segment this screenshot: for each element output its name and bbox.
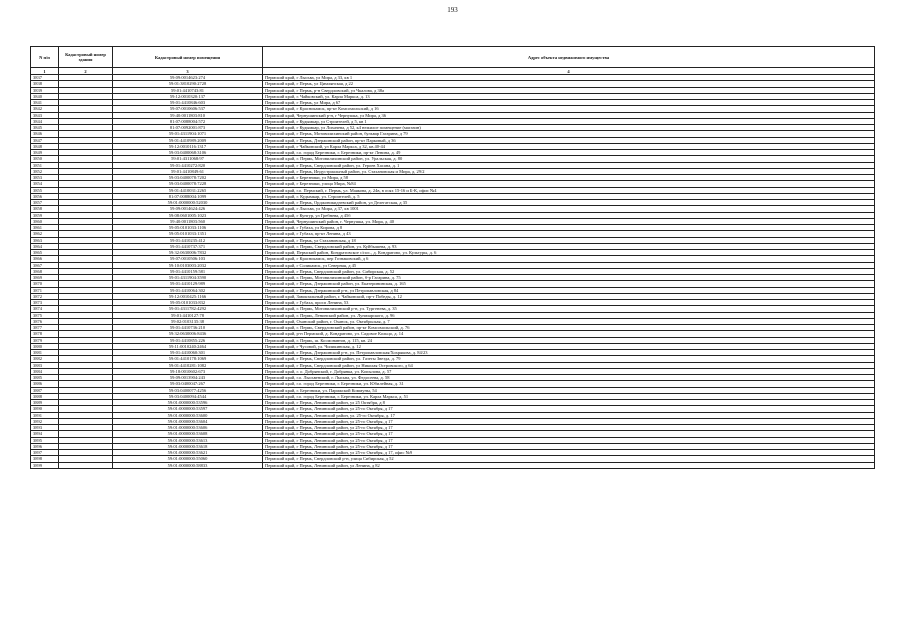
address-cell: Пермский край, г Пермь, Индустриальный район, ул. Стахановская и Мира, д. 29/2 [263, 168, 875, 174]
premises-cadastral-cell: 59:02:0103135:38 [113, 318, 263, 324]
address-cell: Пермский край, г Пермь, Ленинский район, ул 25 Октября, д 8 [263, 400, 875, 406]
address-cell: Пермский край, г Березники, улица Мира, №84 [263, 181, 875, 187]
row-number-cell: 3870 [31, 281, 59, 287]
premises-cadastral-cell: 59:01:4410235:412 [113, 237, 263, 243]
row-number-cell: 3897 [31, 450, 59, 456]
address-cell: Пермский край, г Пермь, ул Мира, д 67 [263, 100, 875, 106]
row-number-cell: 3883 [31, 362, 59, 368]
premises-cadastral-cell: 59:01:4410846:603 [113, 100, 263, 106]
premises-cadastral-cell: 59:03:0400068:3106 [113, 150, 263, 156]
page-number: 193 [447, 6, 458, 14]
premises-cadastral-cell: 59:09:0014623:274 [113, 75, 263, 81]
address-cell: Пермский край, г.о. город Березники, г. Березники, пр-кт Ленина, д. 49 [263, 150, 875, 156]
header-premises-cadastral: Кадастровый номер помещения [113, 47, 263, 68]
premises-cadastral-cell: 59:09:0014624:426 [113, 206, 263, 212]
premises-cadastral-cell: 59:09:0013904:243 [113, 375, 263, 381]
row-number-cell: 3890 [31, 406, 59, 412]
table-row [31, 462, 875, 468]
address-cell: Пермский край, г Пермь, Ленинский район, ул 25-го Октября, д 17 [263, 406, 875, 412]
premises-cadastral-cell: 59:01:4410855:226 [113, 337, 263, 343]
premises-cadastral-cell: 59:01:0000000:58833 [113, 462, 263, 468]
row-number-cell: 3888 [31, 393, 59, 399]
row-number-cell: 3867 [31, 262, 59, 268]
address-cell: Пермский край, Завокзальный район, г. Чайковский, пр-т Победы, д. 12 [263, 293, 875, 299]
row-number-cell: 3898 [31, 456, 59, 462]
address-cell: Пермский край, г Чайковский, ул Карла Маркса, д 32, кв.40-44 [263, 143, 875, 149]
row-number-cell: 3868 [31, 268, 59, 274]
address-cell: Пермский край, г.о. Пермский, г. Пермь, ул. Маякова, д. 24в, в осях 15-16 и Б-К, офис №4 [263, 187, 875, 193]
premises-cadastral-cell: 59:03:0400077:4256 [113, 387, 263, 393]
row-number-cell: 3879 [31, 337, 59, 343]
premises-cadastral-cell: 59:01:4410064:302 [113, 287, 263, 293]
row-number-cell: 3840 [31, 93, 59, 99]
premises-cadastral-cell: 59:01:4410989:2009 [113, 137, 263, 143]
row-number-cell: 3876 [31, 318, 59, 324]
address-cell: Пермский край, г Пермь, Ленинский район, ул 25-го Октября, д 17, офис №9 [263, 450, 875, 456]
row-number-cell: 3851 [31, 162, 59, 168]
premises-cadastral-cell: 59:07:0010606:537 [113, 106, 263, 112]
premises-cadastral-cell: 59:05:0101033:832 [113, 300, 263, 306]
premises-cadastral-cell: 59:08:0601005:1023 [113, 212, 263, 218]
row-number-cell: 3853 [31, 175, 59, 181]
row-number-cell: 3894 [31, 431, 59, 437]
premises-cadastral-cell: 59:01:4410849:61 [113, 168, 263, 174]
premises-cadastral-cell: 81:07:0088004:572 [113, 118, 263, 124]
column-number: 3 [113, 68, 263, 75]
row-number-cell: 3842 [31, 106, 59, 112]
row-number-cell: 3844 [31, 118, 59, 124]
address-cell: Пермский край, г. Чайковский, ул. Карла Маркса, д. 13 [263, 93, 875, 99]
premises-cadastral-cell: 59:05:0101033:1106 [113, 225, 263, 231]
row-number-cell: 3866 [31, 256, 59, 262]
address-cell: Пермский край, г Чусовой, ул. Чиликинская, д. 12 [263, 343, 875, 349]
premises-cadastral-cell: 59:40:0011803:810 [113, 112, 263, 118]
address-cell: Пермский край, г Краснокамск, пер Гознаковский, д 6 [263, 256, 875, 262]
address-cell: Пермский край, г Соликамск, ул Северная, д 45 [263, 262, 875, 268]
row-number-cell: 3878 [31, 331, 59, 337]
premises-cadastral-cell: 59:01:4410129:989 [113, 281, 263, 287]
row-number-cell: 3877 [31, 325, 59, 331]
address-cell: Пермский край, г Пермь, Ленинский район, ул 25-го Октября, д 17 [263, 443, 875, 449]
address-cell: Пермский край, г. Пермь, Мотовилихинский р-н, ул. Тургенева, д. 35 [263, 306, 875, 312]
premises-cadastral-cell: 59:01:4410178:1069 [113, 356, 263, 362]
premises-cadastral-cell: 59:01:0000000:53621 [113, 450, 263, 456]
row-number-cell: 3884 [31, 368, 59, 374]
address-cell: Пермский край, г. Березники, ул. Парижской Коммуны, 54 [263, 387, 875, 393]
header-row-number: N п/п [31, 47, 59, 68]
address-cell: Пермский край, г. Пермь, Ленинский район, ул. Луначарского, д. 96 [263, 312, 875, 318]
premises-cadastral-cell: 59:01:4311904:3590 [113, 275, 263, 281]
row-number-cell: 3843 [31, 112, 59, 118]
property-table [30, 46, 875, 469]
address-cell: Пермский край, г Пермь, Ленинский район, ул. 25-го Октября, д. 17 [263, 412, 875, 418]
premises-cadastral-cell: 81:07:0092001:873 [113, 125, 263, 131]
row-number-cell: 3896 [31, 443, 59, 449]
premises-cadastral-cell: 59:03:0400078:7228 [113, 181, 263, 187]
address-cell: Пермский край, г Губаха, ул Кирова, д 8 [263, 225, 875, 231]
table-body [31, 75, 875, 469]
premises-cadastral-cell: 59:01:4410060:301 [113, 350, 263, 356]
address-cell: Пермский край, г.о. Лысьвенский, г. Лысьва, ул. Федосеева, д. 58 [263, 375, 875, 381]
row-number-cell: 3858 [31, 206, 59, 212]
column-number-row [31, 68, 875, 75]
premises-cadastral-cell: 59:10:0103003:2032 [113, 262, 263, 268]
row-number-cell: 3845 [31, 125, 59, 131]
address-cell: Пермский край, г Краснокамск, пр-кт Комсомольский, д 16 [263, 106, 875, 112]
row-number-cell: 3854 [31, 181, 59, 187]
row-number-cell: 3874 [31, 306, 59, 312]
row-number-cell: 3882 [31, 356, 59, 362]
premises-cadastral-cell: 81:07:0088004:1099 [113, 193, 263, 199]
premises-cadastral-cell: 59:01:4410031:2265 [113, 187, 263, 193]
row-number-cell: 3891 [31, 412, 59, 418]
premises-cadastral-cell: 59:12:0010320:137 [113, 93, 263, 99]
row-number-cell: 3857 [31, 200, 59, 206]
row-number-cell: 3849 [31, 150, 59, 156]
row-number-cell: 3846 [31, 131, 59, 137]
premises-cadastral-cell: 59:01:0000000:52030 [113, 200, 263, 206]
row-number-cell: 3863 [31, 237, 59, 243]
row-number-cell: 3872 [31, 293, 59, 299]
column-number: 4 [263, 68, 875, 75]
row-number-cell: 3881 [31, 350, 59, 356]
premises-cadastral-cell: 59:12:0010116:1317 [113, 143, 263, 149]
row-number-cell: 3850 [31, 156, 59, 162]
address-cell: Пермский край, г Пермь, Свердловский район, ул Николая Островского, д 64 [263, 362, 875, 368]
row-number-cell: 3899 [31, 462, 59, 468]
premises-cadastral-cell: 59:03:0400094:4544 [113, 393, 263, 399]
premises-cadastral-cell: 59:01:4410281:1082 [113, 362, 263, 368]
header-building-cadastral: Кадастровый номер здания [59, 47, 113, 68]
row-number-cell: 3875 [31, 312, 59, 318]
row-number-cell: 3864 [31, 243, 59, 249]
row-number-cell: 3837 [31, 75, 59, 81]
address-cell: Пермский край, г Пермь, Свердловский р-н, улица Сибирская, д 52 [263, 456, 875, 462]
premises-cadastral-cell: 59:01:0000000:53597 [113, 406, 263, 412]
premises-cadastral-cell: 59:01:0000000:53604 [113, 418, 263, 424]
premises-cadastral-cell: 59:01:0000000:55060 [113, 456, 263, 462]
row-number-cell: 3892 [31, 418, 59, 424]
premises-cadastral-cell: 59:01:4311782:4292 [113, 306, 263, 312]
address-cell: Пермский край, г. Пермь, Мотовилихинский район, б-р Гагарина, д. 75 [263, 275, 875, 281]
premises-cadastral-cell: 59:01:0000000:53600 [113, 412, 263, 418]
row-number-cell: 3839 [31, 87, 59, 93]
row-number-cell: 3861 [31, 225, 59, 231]
address-cell: Пермский край, Пермский район, Кондратовское с/пос., д. Кондратово, ул. Культуры, д. 6 [263, 250, 875, 256]
address-cell: Пермский край, г Кудымкар, ул Лихачева, д 52, к4 нежилое помещение (магазин) [263, 125, 875, 131]
row-number-cell: 3885 [31, 375, 59, 381]
address-cell: Пермский край, г Лысьва, ул Мира, д 33, кв 1 [263, 75, 875, 81]
row-number-cell: 3873 [31, 300, 59, 306]
premises-cadastral-cell: 59:01:4410127:78 [113, 312, 263, 318]
premises-cadastral-cell: 59:01:0000000:53608 [113, 431, 263, 437]
row-number-cell: 3852 [31, 168, 59, 174]
row-number-cell: 3895 [31, 437, 59, 443]
row-number-cell: 3880 [31, 343, 59, 349]
premises-cadastral-cell: 59:01:4311068:97 [113, 156, 263, 162]
address-cell: Пермский край, г Пермь, Дзержинский р-н, ул. Петропавловская/Хохрякова, д. 84/23 [263, 350, 875, 356]
address-cell: Пермский край, г. Пермь, ш. Космонавтов, д. 115, кв. 24 [263, 337, 875, 343]
premises-cadastral-cell: 59:03:0400047:267 [113, 381, 263, 387]
premises-cadastral-cell: 59:01:0000000:53596 [113, 400, 263, 406]
row-number-cell: 3886 [31, 381, 59, 387]
address-cell: Пермский край, г Пермь, Орджоникидзевский район, ул Делегатская, д 35 [263, 200, 875, 206]
premises-cadastral-cell: 59:32:0630006:7832 [113, 250, 263, 256]
address-cell: Пермский край, г Пермь, Ленинский район, ул 25-го Октября, д 17 [263, 418, 875, 424]
address-cell: Пермский край, г. Кудымкар, ул. Строителей, д. 5 [263, 193, 875, 199]
address-cell: Пермский край, г Пермь, р-н Свердловский, ул Чкалова, д 38а [263, 87, 875, 93]
address-cell: Пермский край, г Пермь, ул Цимлянская, д 22 [263, 81, 875, 87]
address-cell: Пермский край, г.о. город Березники, г. Березники, ул. Юбилейная, д. 31 [263, 381, 875, 387]
address-cell: Пермский край, г Пермь, Дзержинский р-н, ул Петропавловская, д 84 [263, 287, 875, 293]
building-cadastral-cell [59, 462, 113, 468]
row-number-cell: 3856 [31, 193, 59, 199]
premises-cadastral-cell: 59:01:0000000:53613 [113, 437, 263, 443]
address-cell: Пермский край, г. Пермь, Свердловский район, ул. Куйбышева, д. 93 [263, 243, 875, 249]
address-cell: Пермский край, Чернушинский район, г. Чернушка, ул. Мира, д. 40 [263, 218, 875, 224]
premises-cadastral-cell: 59:01:4311904:1071 [113, 131, 263, 137]
row-number-cell: 3893 [31, 425, 59, 431]
address-cell: Пермский край, г Пермь, Дзержинский район, пр-кт Парковый, д 36 [263, 137, 875, 143]
premises-cadastral-cell: 59:32:0630006:8436 [113, 331, 263, 337]
address-cell: Пермский край, Оханский район, г. Оханск, ул. Октябрьская, д. 7 [263, 318, 875, 324]
premises-cadastral-cell: 59:18:0010602:673 [113, 368, 263, 374]
address-cell: Пермский край, г Губаха, просп Ленина, 53 [263, 300, 875, 306]
row-number-cell: 3838 [31, 81, 59, 87]
address-cell: Пермский край, г Пермь, Ленинский район, ул 25-го Октября, д 17 [263, 431, 875, 437]
row-number-cell: 3848 [31, 143, 59, 149]
address-cell: Пермский край, г.о. город Березники, г. Березники, ул. Карла Маркса, д. 51 [263, 393, 875, 399]
premises-cadastral-cell: 59:05:0101033:1351 [113, 231, 263, 237]
address-cell: Пермский край, г Березники, ул Мира, д 58 [263, 175, 875, 181]
address-cell: Пермский край, г Пермь, Свердловский район, ул. Газеты Звезда, д. 79 [263, 356, 875, 362]
row-number-cell: 3889 [31, 400, 59, 406]
address-cell: Пермский край, г Пермь, Свердловский район, ул. Героев Хасана, д. 1 [263, 162, 875, 168]
row-number-cell: 3855 [31, 187, 59, 193]
address-cell: Пермский край, г Кунгур, ул Гребнева, д 45б [263, 212, 875, 218]
premises-cadastral-cell: 59:12:0010425:1166 [113, 293, 263, 299]
address-cell: Пермский край, г Кудымкар, ул Строителей, д 5, кв 1 [263, 118, 875, 124]
table-header-row [31, 47, 875, 68]
address-cell: Пермский край, г Пермь, Ленинский район, ул 25-го Октября, д 17 [263, 425, 875, 431]
premises-cadastral-cell: 59:01:0000000:53606 [113, 425, 263, 431]
row-number-cell: 3860 [31, 218, 59, 224]
header-address: Адрес объекта недвижимого имущества [263, 47, 875, 68]
premises-cadastral-cell: 59:01:4410159:581 [113, 268, 263, 274]
premises-cadastral-cell: 59:11:0010240:2464 [113, 343, 263, 349]
row-number-cell: 3869 [31, 275, 59, 281]
premises-cadastral-cell: 59:07:0010506:103 [113, 256, 263, 262]
address-cell: Пермский край, г Пермь, Ленинский район, ул 25-го Октября, д 17 [263, 437, 875, 443]
address-cell: Пермский край, Чернушинский р-н, г Чернушка, ул Мира, д 36 [263, 112, 875, 118]
row-number-cell: 3887 [31, 387, 59, 393]
column-number: 2 [59, 68, 113, 75]
address-cell: Пермский край, г. Пермь, Свердловский район, пр-кт Комсомольский, д. 76 [263, 325, 875, 331]
address-cell: Пермский край, г Пермь, ул Стахановская, д 18 [263, 237, 875, 243]
address-cell: Пермский край, г Губаха, пр-кт Ленина, д 43 [263, 231, 875, 237]
premises-cadastral-cell: 59:01:4410737:371 [113, 243, 263, 249]
row-number-cell: 3841 [31, 100, 59, 106]
premises-cadastral-cell: 59:01:0000000:53618 [113, 443, 263, 449]
column-number: 1 [31, 68, 59, 75]
premises-cadastral-cell: 59:01:4410743:81 [113, 87, 263, 93]
row-number-cell: 3871 [31, 287, 59, 293]
row-number-cell: 3847 [31, 137, 59, 143]
premises-cadastral-cell: 59:01:4410272:820 [113, 162, 263, 168]
premises-cadastral-cell: 59:40:0011803:560 [113, 218, 263, 224]
address-cell: Пермский край, г. о. Добрянский, г. Добрянка, ул. Копылова, д. 57 [263, 368, 875, 374]
address-cell: Пермский край, г Пермь, Ленинский район, ул Ленина, д 82 [263, 462, 875, 468]
row-number-cell: 3862 [31, 231, 59, 237]
address-cell: Пермский край, г Пермь, Свердловский район, ул. Сибирская, д. 52 [263, 268, 875, 274]
premises-cadastral-cell: 59:01:4410736:210 [113, 325, 263, 331]
premises-cadastral-cell: 59:01:3810290:2728 [113, 81, 263, 87]
premises-cadastral-cell: 59:03:0400078:7202 [113, 175, 263, 181]
address-cell: Пермский край, г Лысьва, ул Мира, д 37, кв 1001 [263, 206, 875, 212]
row-number-cell: 3859 [31, 212, 59, 218]
row-number-cell: 3865 [31, 250, 59, 256]
address-cell: Пермский край, р-н Пермский, д. Кондратово, ул. Садовое Кольцо, д. 14 [263, 331, 875, 337]
address-cell: Пермский край, г Пермь, Мотовилихинский район, бульвар Гагарина, д 79 [263, 131, 875, 137]
address-cell: Пермский край, г Пермь, Дзержинский район, ул. Екатерининская, д. 165 [263, 281, 875, 287]
address-cell: Пермский край, г. Пермь, Мотовилихинский район, ул. Уральская, д. 80 [263, 156, 875, 162]
